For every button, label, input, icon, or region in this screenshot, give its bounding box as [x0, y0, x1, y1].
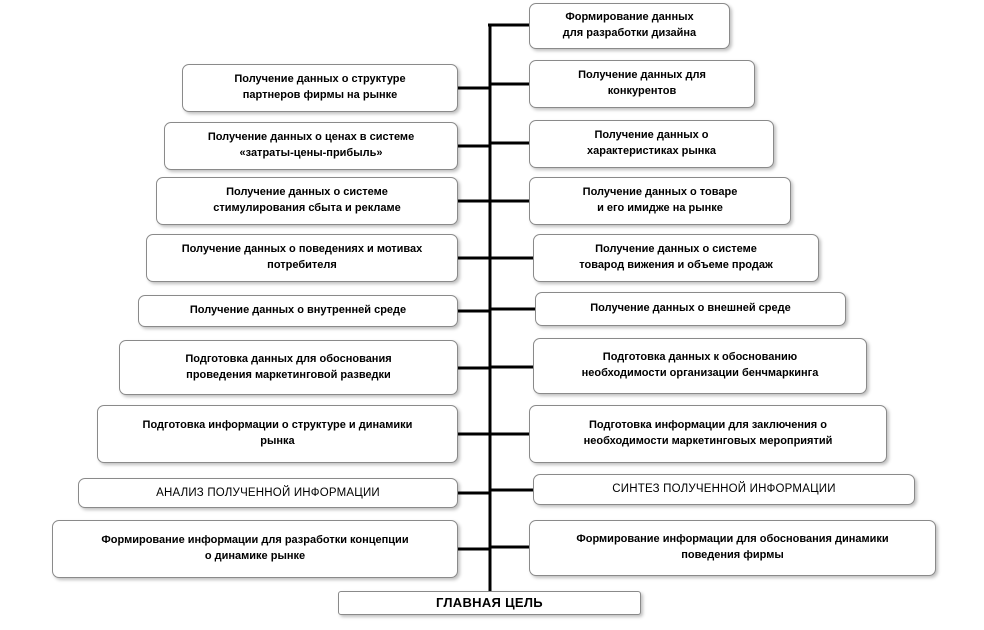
left-box-sales-promotion: [156, 177, 458, 225]
left-box-market-structure: [97, 405, 458, 463]
left-box-internal-environment: [138, 295, 458, 327]
main-goal-label: ГЛАВНАЯ ЦЕЛЬ: [436, 594, 543, 610]
box-label: Получение данных о внешней среде: [590, 302, 791, 315]
box-label: СИНТЕЗ ПОЛУЧЕННОЙ ИНФОРМАЦИИ: [612, 483, 836, 496]
left-box-prices: [164, 122, 458, 170]
box-label: Формирование данных для разработки дизайна: [562, 11, 697, 39]
right-box-distribution: [533, 234, 819, 282]
right-box-design-data: [529, 3, 730, 49]
right-box-product-image: [529, 177, 791, 225]
right-box-synthesis: [533, 474, 915, 505]
left-box-partners-structure: [182, 64, 458, 112]
box-label: Получение данных о системе товарод вижения и объеме продаж: [579, 243, 773, 271]
box-label: Получение данных о структуре партнеров фирмы на рынке: [234, 73, 406, 101]
left-box-marketing-intelligence: [119, 340, 458, 395]
right-box-benchmarking: [533, 338, 867, 394]
box-label: Подготовка информации о структуре и динамики рынка: [142, 419, 413, 447]
right-box-external-environment: [535, 292, 846, 326]
box-label: Получение данных о характеристиках рынка: [586, 129, 716, 157]
box-label: Получение данных для конкурентов: [578, 69, 706, 97]
box-label: Получение данных о внутренней среде: [189, 304, 407, 317]
box-label: Подготовка информации для заключения о необходимости маркетинговых мероприятий: [583, 419, 833, 447]
left-box-consumer-behavior: [146, 234, 458, 282]
box-label: Подготовка данных для обоснования проведения маркетинговой разведки: [185, 352, 392, 381]
box-label: Формирование информации для обоснования динамики поведения фирмы: [576, 533, 889, 561]
box-label: Получение данных о товаре и его имидже на рынке: [582, 186, 738, 214]
right-box-market-characteristics: [529, 120, 774, 168]
main-goal-box: [338, 591, 641, 615]
right-box-firm-behavior: [529, 520, 936, 576]
left-box-analysis: [78, 478, 458, 508]
right-box-marketing-activities: [529, 405, 887, 463]
right-box-competitors: [529, 60, 755, 108]
box-label: Получение данных о системе стимулирования сбыта и рекламе: [213, 186, 401, 214]
box-label: Получение данных о ценах в системе «затраты-цены-прибыль»: [207, 131, 415, 159]
box-label: Подготовка данных к обоснованию необходимости организации бенчмаркинга: [581, 351, 819, 379]
box-label: АНАЛИЗ ПОЛУЧЕННОЙ ИНФОРМАЦИИ: [156, 486, 380, 499]
box-label: Формирование информации для разработки концепции о динамике рынке: [101, 534, 409, 562]
box-label: Получение данных о поведениях и мотивах потребителя: [181, 243, 423, 271]
left-box-market-concept: [52, 520, 458, 578]
